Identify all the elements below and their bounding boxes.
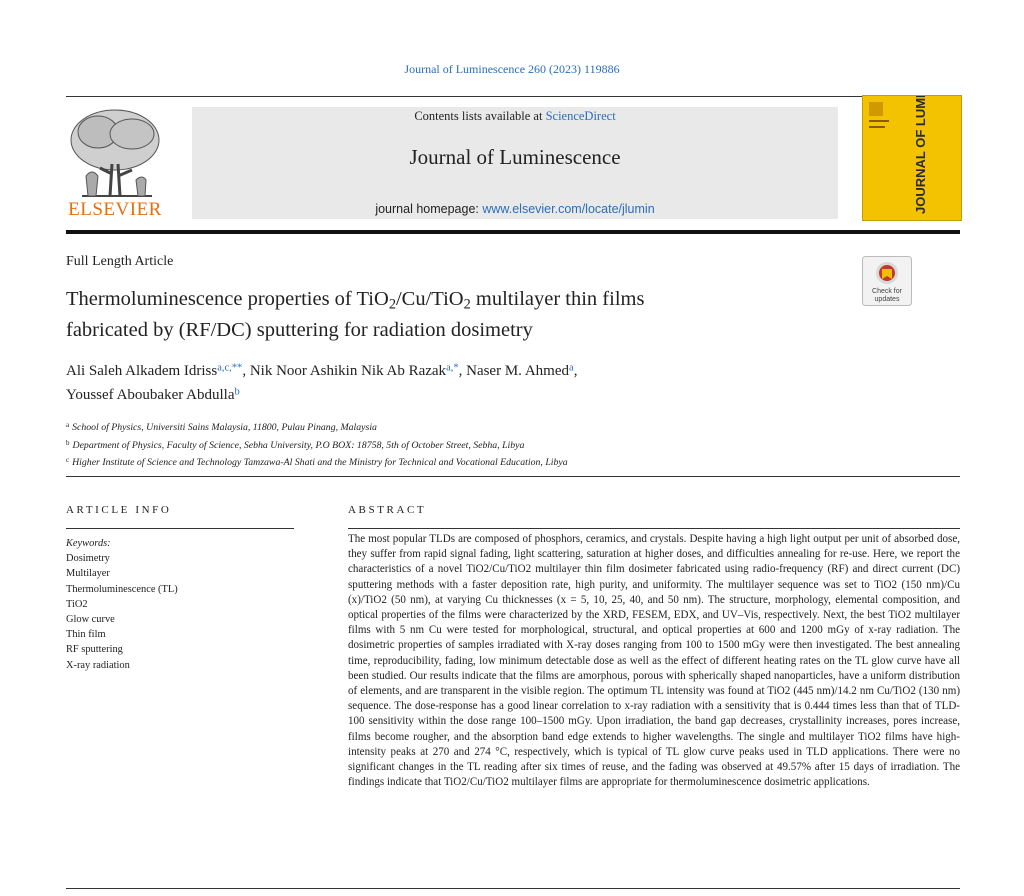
keyword-item: X-ray radiation: [66, 659, 130, 671]
abstract-heading: ABSTRACT: [348, 504, 427, 516]
cover-title: JOURNAL OF LUMINESCENCE: [913, 96, 928, 214]
sciencedirect-link[interactable]: ScienceDirect: [545, 109, 616, 123]
header-bottom-rule: [66, 230, 960, 234]
elsevier-wordmark: ELSEVIER: [68, 199, 162, 220]
title-part-2: /Cu/TiO: [395, 288, 464, 310]
abstract-rule: [348, 528, 960, 529]
author-marks[interactable]: b: [234, 386, 240, 398]
affiliation-mark: a: [66, 421, 70, 429]
check-for-updates-badge[interactable]: [862, 256, 912, 306]
affiliation-item: [66, 418, 946, 436]
affiliation-item: [66, 436, 946, 454]
elsevier-tree-icon: [62, 104, 168, 200]
journal-cover-thumbnail[interactable]: [862, 95, 962, 221]
keyword-item: Thermoluminescence (TL): [66, 583, 178, 595]
author-name[interactable]: Naser M. Ahmed: [466, 363, 570, 379]
keyword-item: TiO2: [66, 598, 88, 610]
homepage-prefix: journal homepage:: [375, 202, 483, 216]
author-name[interactable]: Youssef Aboubaker Abdulla: [66, 387, 235, 403]
title-part-3: multilayer thin films: [470, 288, 645, 310]
affiliation-list: [66, 418, 946, 471]
author-name[interactable]: Nik Noor Ashikin Nik Ab Razak: [249, 363, 447, 379]
keyword-item: Thin film: [66, 629, 106, 641]
affiliations-divider: [66, 476, 960, 477]
journal-name: Journal of Luminescence: [409, 145, 621, 169]
article-info-heading: ARTICLE INFO: [66, 504, 172, 516]
title-sub-2: 2: [463, 296, 471, 313]
article-title: [66, 284, 826, 346]
abstract-text: The most popular TLDs are composed of phosphors, ceramics, and crystals. Despite having a high light output per unit of absorbed dose, they suffer from rapid signal fading, light scattering, saturation at higher doses, and difficulties annealing for re-use. Here, we report the characteristics of a novel TiO2/Cu/TiO2 multilayer thin film dosimeter fabricated using radio-frequency (RF) and direct current (DC) sputtering methods with a faster deposition rate, high purity, and uniformity. The multilayer sequence was set to TiO2 (150 nm)/Cu (x)/TiO2 (50 nm), at varying Cu thicknesses (x = 5, 10, 25, 40, and 50 nm). The structure, morphology, elemental composition, and optical properties of the films were characterized by the XRD, FESEM, EDX, and UV–Vis, respectively. Next, the best TiO2 multilayer films with 5 nm Cu were tested for morphological, structural, and optical properties at 600 and 1200 mGy of x-ray radiation. The dosimetric properties of samples irradiated with X-ray doses ranging from 100 to 1500 mGy were then investigated. The best annealing time, reproducibility, fading, low minimum detectable dose as well as the effect of different heating rates on the TL glow curve have all been studied. Our results indicate that the films are amorphous, porous with spherically shaped nanoparticles, have a uniform distribution of elements, and are transparent in the visible region. The optimum TL intensity was found at TiO2 (445 nm)/14.2 nm Cu/TiO2 (130 nm) sequence. The dose-response has a good linear correlation to x-ray radiation with a sensitivity that is 0.444 times less than that of TLD-100 sensitivity within the dose range 100–1500 mGy. Upon irradiation, the band gap decreases, crystallinity increases, pores increase, films become rougher, and the absorption band edge extends to higher wavelengths. The single and multilayer TiO2 films have high-intensity peaks at 270 and 274 °C, respectively, which is typical of TL glow curve peaks used in TLD applications. There were no significant changes in the TL reading after six times of reuse, and the fading was observed at 49.57% after 15 days of irradiation. The findings indicate that TiO2/Cu/TiO2 multilayer films are appropriate for thermoluminescence dosimetric applications.: [348, 533, 960, 789]
keyword-item: Glow curve: [66, 614, 115, 626]
author-marks[interactable]: a,*: [446, 362, 459, 374]
keyword-item: RF sputtering: [66, 644, 123, 656]
journal-citation[interactable]: Journal of Luminescence 260 (2023) 119886: [404, 62, 620, 76]
keywords-label: Keywords:: [66, 538, 111, 549]
title-part-1: Thermoluminescence properties of TiO: [66, 288, 389, 310]
author-list: [66, 359, 826, 407]
contents-prefix: Contents lists available at: [414, 109, 546, 123]
affiliation-mark: c: [66, 456, 70, 464]
title-line-2: fabricated by (RF/DC) sputtering for radiation dosimetry: [66, 319, 533, 341]
contents-line: [192, 109, 838, 124]
badge-line-1: Check for: [872, 288, 902, 295]
author-separator: ,: [458, 363, 467, 379]
title-sub-1: 2: [388, 296, 396, 313]
author-separator: ,: [573, 363, 578, 379]
keyword-item: Dosimetry: [66, 553, 110, 565]
journal-header-box: [192, 107, 838, 219]
author-marks[interactable]: a: [569, 362, 574, 374]
check-for-updates-icon: [862, 256, 912, 306]
abstract-bottom-rule: [66, 888, 960, 889]
affiliation-text: School of Physics, Universiti Sains Malaysia, 11800, Pulau Pinang, Malaysia: [72, 422, 377, 433]
journal-cover-image: [863, 96, 961, 220]
header-top-rule: [66, 96, 960, 97]
author-separator: ,: [242, 363, 250, 379]
keyword-list: [66, 536, 286, 673]
affiliation-mark: b: [66, 438, 70, 447]
author-marks[interactable]: a,c,**: [217, 362, 243, 374]
author-name[interactable]: Ali Saleh Alkadem Idriss: [66, 363, 218, 379]
article-info-rule: [66, 528, 294, 529]
affiliation-item: [66, 453, 946, 471]
affiliation-text: Department of Physics, Faculty of Science, Sebha University, P.O BOX: 18758, 5th of October Street, Sebha, Libya: [72, 439, 525, 451]
keyword-item: Multilayer: [66, 568, 110, 580]
affiliation-text: Higher Institute of Science and Technology Tamzawa-Al Shati and the Ministry for Technical and Vocational Education, Libya: [72, 457, 568, 468]
badge-line-2: updates: [874, 296, 900, 303]
homepage-line: [192, 202, 838, 216]
journal-homepage-link[interactable]: www.elsevier.com/locate/jlumin: [482, 202, 655, 216]
article-type: Full Length Article: [66, 254, 174, 269]
